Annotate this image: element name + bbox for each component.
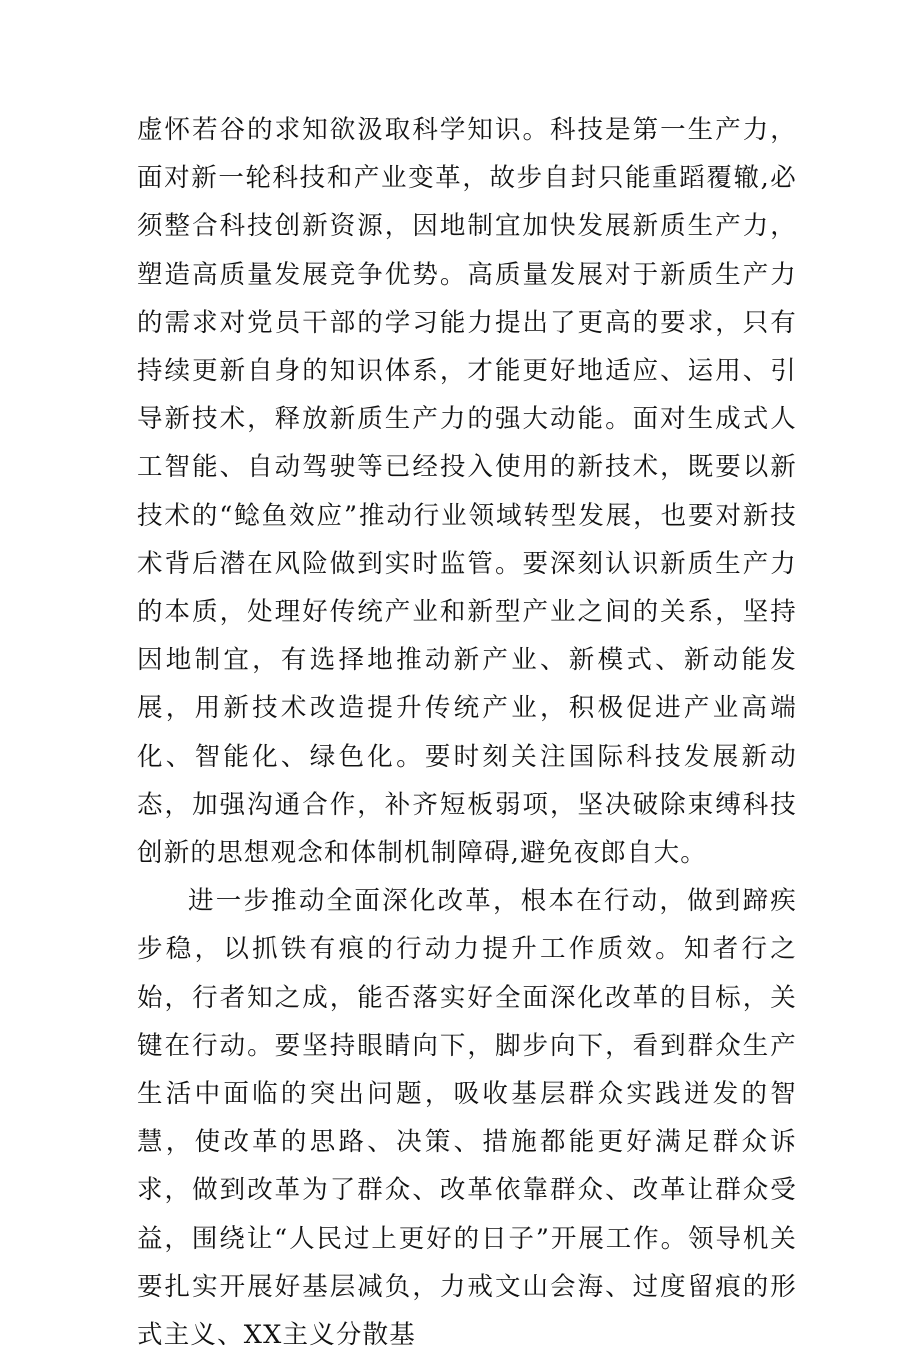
paragraph-2: 进一步推动全面深化改革，根本在行动，做到蹄疾步稳，以抓铁有痕的行动力提升工作质效。知者行之始，行者知之成，能否落实好全面深化改革的目标，关键在行动。要坚持眼睛向下，脚步向下，看到群众生产生活中面临的突出问题，吸收基层群众实践迸发的智慧，使改革的思路、决策、措施都能更好满足群众诉求，做到改革为了群众、改革依靠群众、改革让群众受益，围绕让“人民过上更好的日子”开展工作。领导机关要扎实开展好基层减负，力戒文山会海、过度留痕的形式主义、XX主义分散基 [137, 886, 797, 1351]
paragraph-1: 虚怀若谷的求知欲汲取科学知识。科技是第一生产力，面对新一轮科技和产业变革，故步自封只能重蹈覆辙,必须整合科技创新资源，因地制宜加快发展新质生产力，塑造高质量发展竞争优势。高质量发展对于新质生产力的需求对党员干部的学习能力提出了更高的要求，只有持续更新自身的知识体系，才能更好地适应、运用、引导新技术，释放新质生产力的强大动能。面对生成式人工智能、自动驾驶等已经投入使用的新技术，既要以新技术的“鲶鱼效应”推动行业领域转型发展，也要对新技术背后潜在风险做到实时监管。要深刻认识新质生产力的本质，处理好传统产业和新型产业之间的关系，坚持因地制宜，有选择地推动新产业、新模式、新动能发展，用新技术改造提升传统产业，积极促进产业高端化、智能化、绿色化。要时刻关注国际科技发展新动态，加强沟通合作，补齐短板弱项，坚决破除束缚科技创新的思想观念和体制机制障碍,避免夜郎自大。 [137, 115, 797, 869]
document-body [137, 106, 797, 1359]
